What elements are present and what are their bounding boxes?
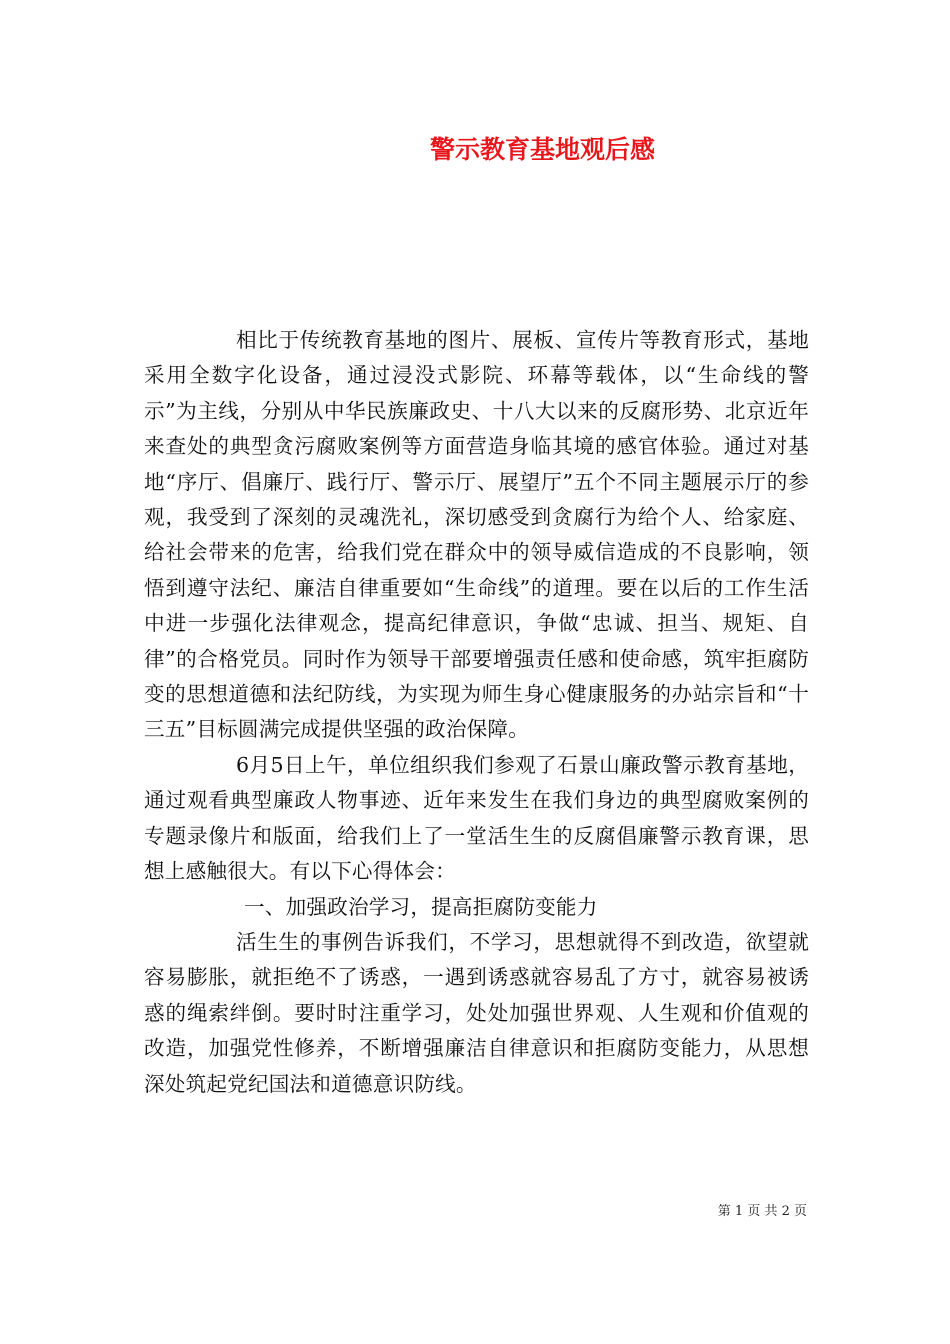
section-heading: 一、加强政治学习，提高拒腐防变能力 <box>244 894 598 919</box>
document-title: 警示教育基地观后感 <box>429 135 655 164</box>
page-number: 第 1 页 共 2 页 <box>717 1204 807 1219</box>
paragraph-study: 活生生的事例告诉我们，不学习，思想就得不到改造，欲望就容易膨胀，就拒绝不了诱惑，一遇到诱惑就容易乱了方寸，就容易被诱惑的绳索绊倒。要时时注重学习，处处加强世界观、人生观和价值观的改造，加强党性修养，不断增强廉洁自律意识和拒腐防变能力，从思想深处筑起党纪国法和道德意识防线。 <box>144 929 809 1096</box>
paragraph-visit: 6月5日上午，单位组织我们参观了石景山廉政警示教育基地，通过观看典型廉政人物事迹、近年来发生在我们身边的典型腐败案例的专题录像片和版面，给我们上了一堂活生生的反腐倡廉警示教育课，思想上感触很大。有以下心得体会： <box>144 752 809 884</box>
document-body <box>144 323 809 1102</box>
paragraph-intro: 相比于传统教育基地的图片、展板、宣传片等教育形式，基地采用全数字化设备，通过浸没式影院、环幕等载体，以“生命线的警示”为主线，分别从中华民族廉政史、十八大以来的反腐形势、北京近年来查处的典型贪污腐败案例等方面营造身临其境的感官体验。通过对基地“序厅、倡廉厅、践行厅、警示厅、展望厅”五个不同主题展示厅的参观，我受到了深刻的灵魂洗礼，深切感受到贪腐行为给个人、给家庭、给社会带来的危害，给我们党在群众中的领导威信造成的不良影响，领悟到遵守法纪、廉洁自律重要如“生命线”的道理。要在以后的工作生活中进一步强化法律观念，提高纪律意识，争做“忠诚、担当、规矩、自律”的合格党员。同时作为领导干部要增强责任感和使命感，筑牢拒腐防变的思想道德和法纪防线，为实现为师生身心健康服务的办站宗旨和“十三五”目标圆满完成提供坚强的政治保障。 <box>144 328 809 742</box>
